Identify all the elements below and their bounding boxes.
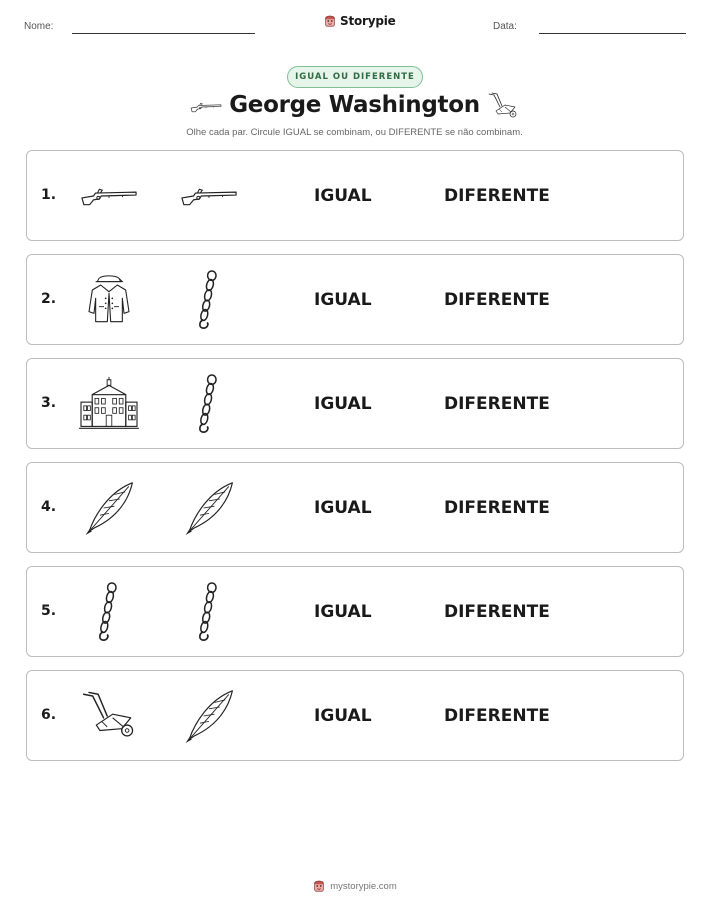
title-row <box>0 92 709 124</box>
storypie-logo <box>323 14 396 28</box>
question-number: 1. <box>41 187 57 203</box>
page-title: George Washington <box>229 92 480 118</box>
question-row <box>26 566 684 657</box>
footer-url: mystorypie.com <box>330 880 397 892</box>
question-number: 4. <box>41 499 57 515</box>
option-igual[interactable]: IGUAL <box>314 290 372 310</box>
musket-icon <box>79 165 139 227</box>
quill-icon <box>177 477 241 539</box>
question-row <box>26 254 684 345</box>
option-diferente[interactable]: DIFERENTE <box>444 706 550 726</box>
option-diferente[interactable]: DIFERENTE <box>444 186 550 206</box>
question-row <box>26 670 684 761</box>
option-diferente[interactable]: DIFERENTE <box>444 290 550 310</box>
instructions: Olhe cada par. Circule IGUAL se combinam, ou DIFERENTE se não combinam. <box>186 127 523 138</box>
plow-icon <box>79 685 139 747</box>
storypie-icon <box>312 879 326 893</box>
quill-icon <box>79 477 139 539</box>
question-number: 5. <box>41 603 57 619</box>
question-row <box>26 150 684 241</box>
question-row <box>26 358 684 449</box>
chain-icon <box>177 373 241 435</box>
option-igual[interactable]: IGUAL <box>314 186 372 206</box>
option-igual[interactable]: IGUAL <box>314 498 372 518</box>
option-diferente[interactable]: DIFERENTE <box>444 602 550 622</box>
chain-icon <box>177 581 241 643</box>
option-diferente[interactable]: DIFERENTE <box>444 498 550 518</box>
chain-icon <box>177 269 241 331</box>
activity-badge: IGUAL OU DIFERENTE <box>287 66 423 88</box>
footer <box>0 879 709 893</box>
option-diferente[interactable]: DIFERENTE <box>444 394 550 414</box>
coat-icon <box>79 269 139 331</box>
question-number: 3. <box>41 395 57 411</box>
option-igual[interactable]: IGUAL <box>314 394 372 414</box>
name-field[interactable] <box>72 33 255 34</box>
date-label: Data: <box>493 21 517 32</box>
question-row <box>26 462 684 553</box>
name-label: Nome: <box>24 21 54 32</box>
storypie-icon <box>323 14 337 28</box>
building-icon <box>79 373 139 435</box>
question-number: 6. <box>41 707 57 723</box>
option-igual[interactable]: IGUAL <box>314 602 372 622</box>
date-field[interactable] <box>539 33 686 34</box>
worksheet-header <box>0 0 709 50</box>
plow-icon <box>487 92 519 120</box>
quill-icon <box>177 685 241 747</box>
chain-icon <box>79 581 139 643</box>
musket-icon <box>177 165 241 227</box>
question-number: 2. <box>41 291 57 307</box>
brand-name: Storypie <box>340 14 396 28</box>
option-igual[interactable]: IGUAL <box>314 706 372 726</box>
